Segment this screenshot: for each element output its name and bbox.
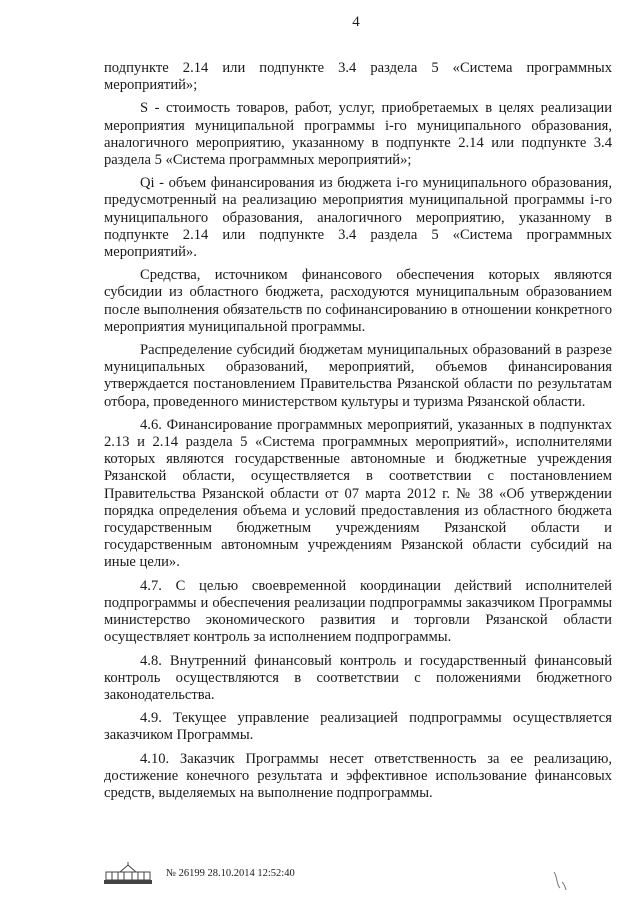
paragraph-3: Qi - объем финансирования из бюджета i-го муниципального образования, предусмотренный на реализацию мероприятия муниципальной программы i-го муниципального образования, аналогичного мероприятию, указанному в подпункте 2.14 или подпункте 3.4 раздела 5 «Система программных мероприятий». bbox=[104, 175, 612, 261]
paragraph-6: 4.6. Финансирование программных мероприятий, указанных в подпунктах 2.13 и 2.14 раздела 5 «Система программных мероприятий», исполнителями которых являются государственные автономные и бюджетные учреждения Рязанской области, осуществляется в соответствии с постановлением Правительства Рязанской области от 07 марта 2012 г. № 38 «Об утверждении порядка определения объема и условий предоставления из областного бюджета государственным бюджетным учреждениям Рязанской области и государственным автономным учреждениям Рязанской области субсидий на иные цели». bbox=[104, 416, 612, 571]
registration-stamp: № 26199 28.10.2014 12:52:40 bbox=[166, 868, 295, 879]
paragraph-9: 4.9. Текущее управление реализацией подпрограммы осуществляется заказчиком Программы. bbox=[104, 710, 612, 744]
page-number: 4 bbox=[352, 14, 360, 30]
building-emblem-icon bbox=[102, 862, 154, 886]
paragraph-10: 4.10. Заказчик Программы несет ответственность за ее реализацию, достижение конечного результата и эффективное использование финансовых средств, выделяемых на выполнение подпрограммы. bbox=[104, 750, 612, 801]
paragraph-4: Средства, источником финансового обеспечения которых являются субсидии из областного бюджета, расходуются муниципальным образованием после выполнения обязательств по софинансированию в отношении конкретного мероприятия муниципальной программы. bbox=[104, 267, 612, 335]
paragraph-5: Распределение субсидий бюджетам муниципальных образований в разрезе муниципальных образований, мероприятий, объемов финансирования утверждается постановлением Правительства Рязанской области по результатам отбора, проведенного министерством культуры и туризма Рязанской области. bbox=[104, 342, 612, 410]
document-body bbox=[104, 60, 612, 808]
paragraph-8: 4.8. Внутренний финансовый контроль и государственный финансовый контроль осуществляются в соответствии с положениями бюджетного законодательства. bbox=[104, 652, 612, 703]
registration-footer bbox=[102, 862, 362, 886]
paragraph-7: 4.7. С целью своевременной координации действий исполнителей подпрограммы и обеспечения реализации подпрограммы заказчиком Программы министерство экономического развития и торговли Рязанской области осуществляет контроль за исполнением подпрограммы. bbox=[104, 577, 612, 646]
handwritten-mark-icon bbox=[550, 868, 570, 892]
paragraph-2: S - стоимость товаров, работ, услуг, приобретаемых в целях реализации мероприятия муниципальной программы i-го муниципального образования, аналогичного мероприятию, указанному в подпункте 2.14 или подпункте 3.4 раздела 5 «Система программных мероприятий»; bbox=[104, 100, 612, 169]
paragraph-1: подпункте 2.14 или подпункте 3.4 раздела 5 «Система программных мероприятий»; bbox=[104, 60, 612, 94]
